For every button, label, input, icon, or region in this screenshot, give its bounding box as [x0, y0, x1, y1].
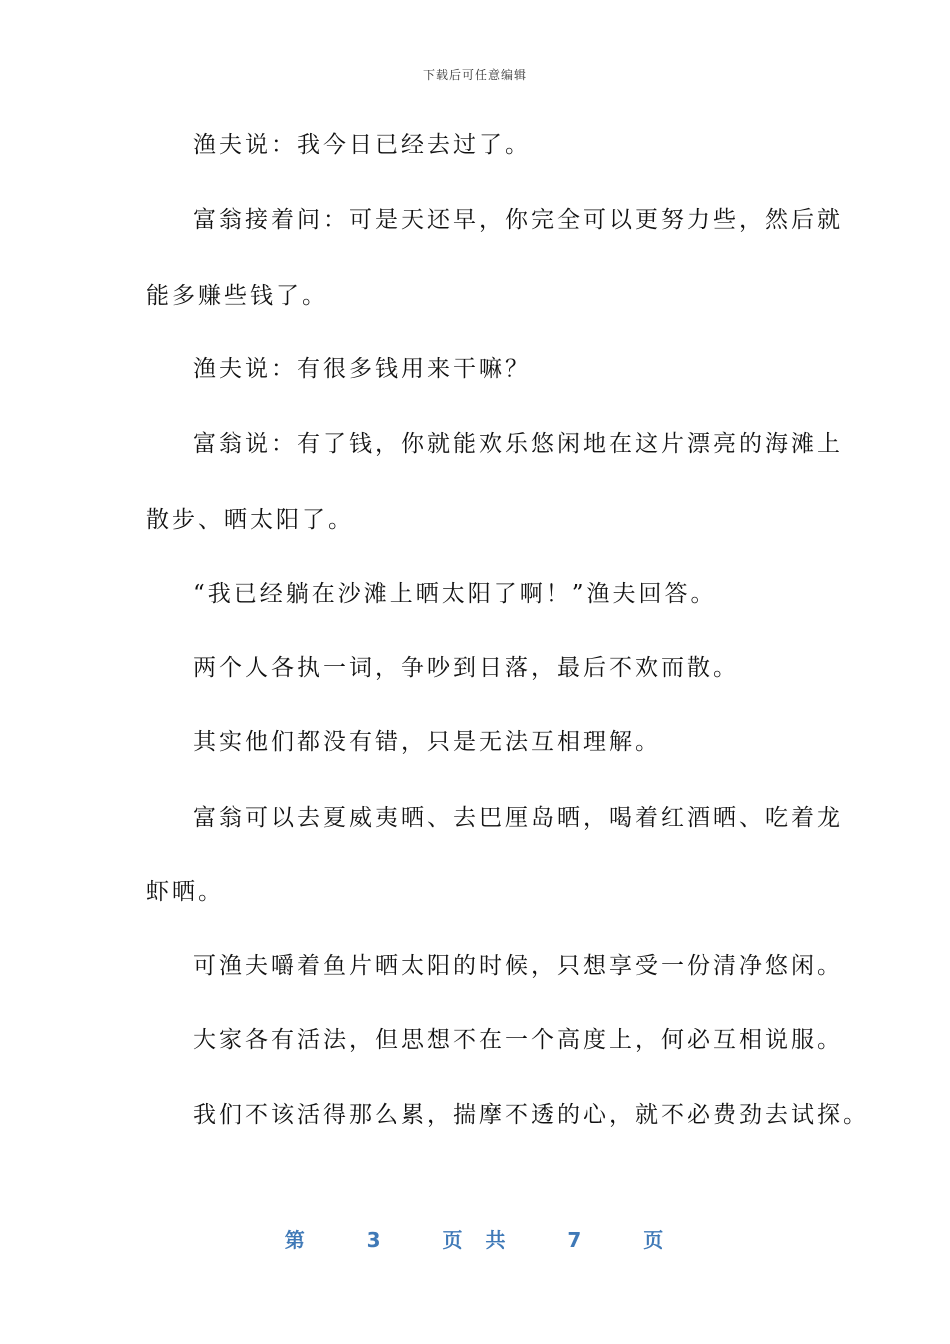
paragraph-line: 富翁说：有了钱，你就能欢乐悠闲地在这片漂亮的海滩上 — [193, 431, 843, 457]
paragraph-line: “我已经躺在沙滩上晒太阳了啊！”渔夫回答。 — [193, 581, 717, 607]
paragraph-line: 能多赚些钱了。 — [146, 283, 328, 309]
footer-label-page: 第 — [284, 1228, 307, 1252]
paragraph-line: 我们不该活得那么累，揣摩不透的心，就不必费劲去试探。 — [193, 1102, 869, 1128]
paragraph-line: 虾晒。 — [146, 879, 224, 905]
footer-label-pages: 页 — [643, 1228, 666, 1252]
paragraph-line: 富翁可以去夏威夷晒、去巴厘岛晒，喝着红酒晒、吃着龙 — [193, 805, 843, 831]
page-header-note: 下载后可任意编辑 — [422, 68, 527, 82]
paragraph-line: 其实他们都没有错，只是无法互相理解。 — [193, 729, 661, 755]
paragraph-line: 可渔夫嚼着鱼片晒太阳的时候，只想享受一份清净悠闲。 — [193, 953, 843, 979]
page-number-footer — [0, 1224, 950, 1253]
footer-current-page: 3 — [366, 1228, 383, 1252]
footer-label-of: 页 共 — [442, 1228, 508, 1252]
paragraph-line: 大家各有活法，但思想不在一个高度上，何必互相说服。 — [193, 1027, 843, 1053]
paragraph-line: 散步、晒太阳了。 — [146, 507, 354, 533]
footer-total-pages: 7 — [567, 1228, 584, 1252]
paragraph-line: 渔夫说：有很多钱用来干嘛？ — [193, 356, 531, 382]
paragraph-line: 富翁接着问：可是天还早，你完全可以更努力些，然后就 — [193, 207, 843, 233]
paragraph-line: 两个人各执一词，争吵到日落，最后不欢而散。 — [193, 655, 739, 681]
paragraph-line: 渔夫说：我今日已经去过了。 — [193, 132, 531, 158]
